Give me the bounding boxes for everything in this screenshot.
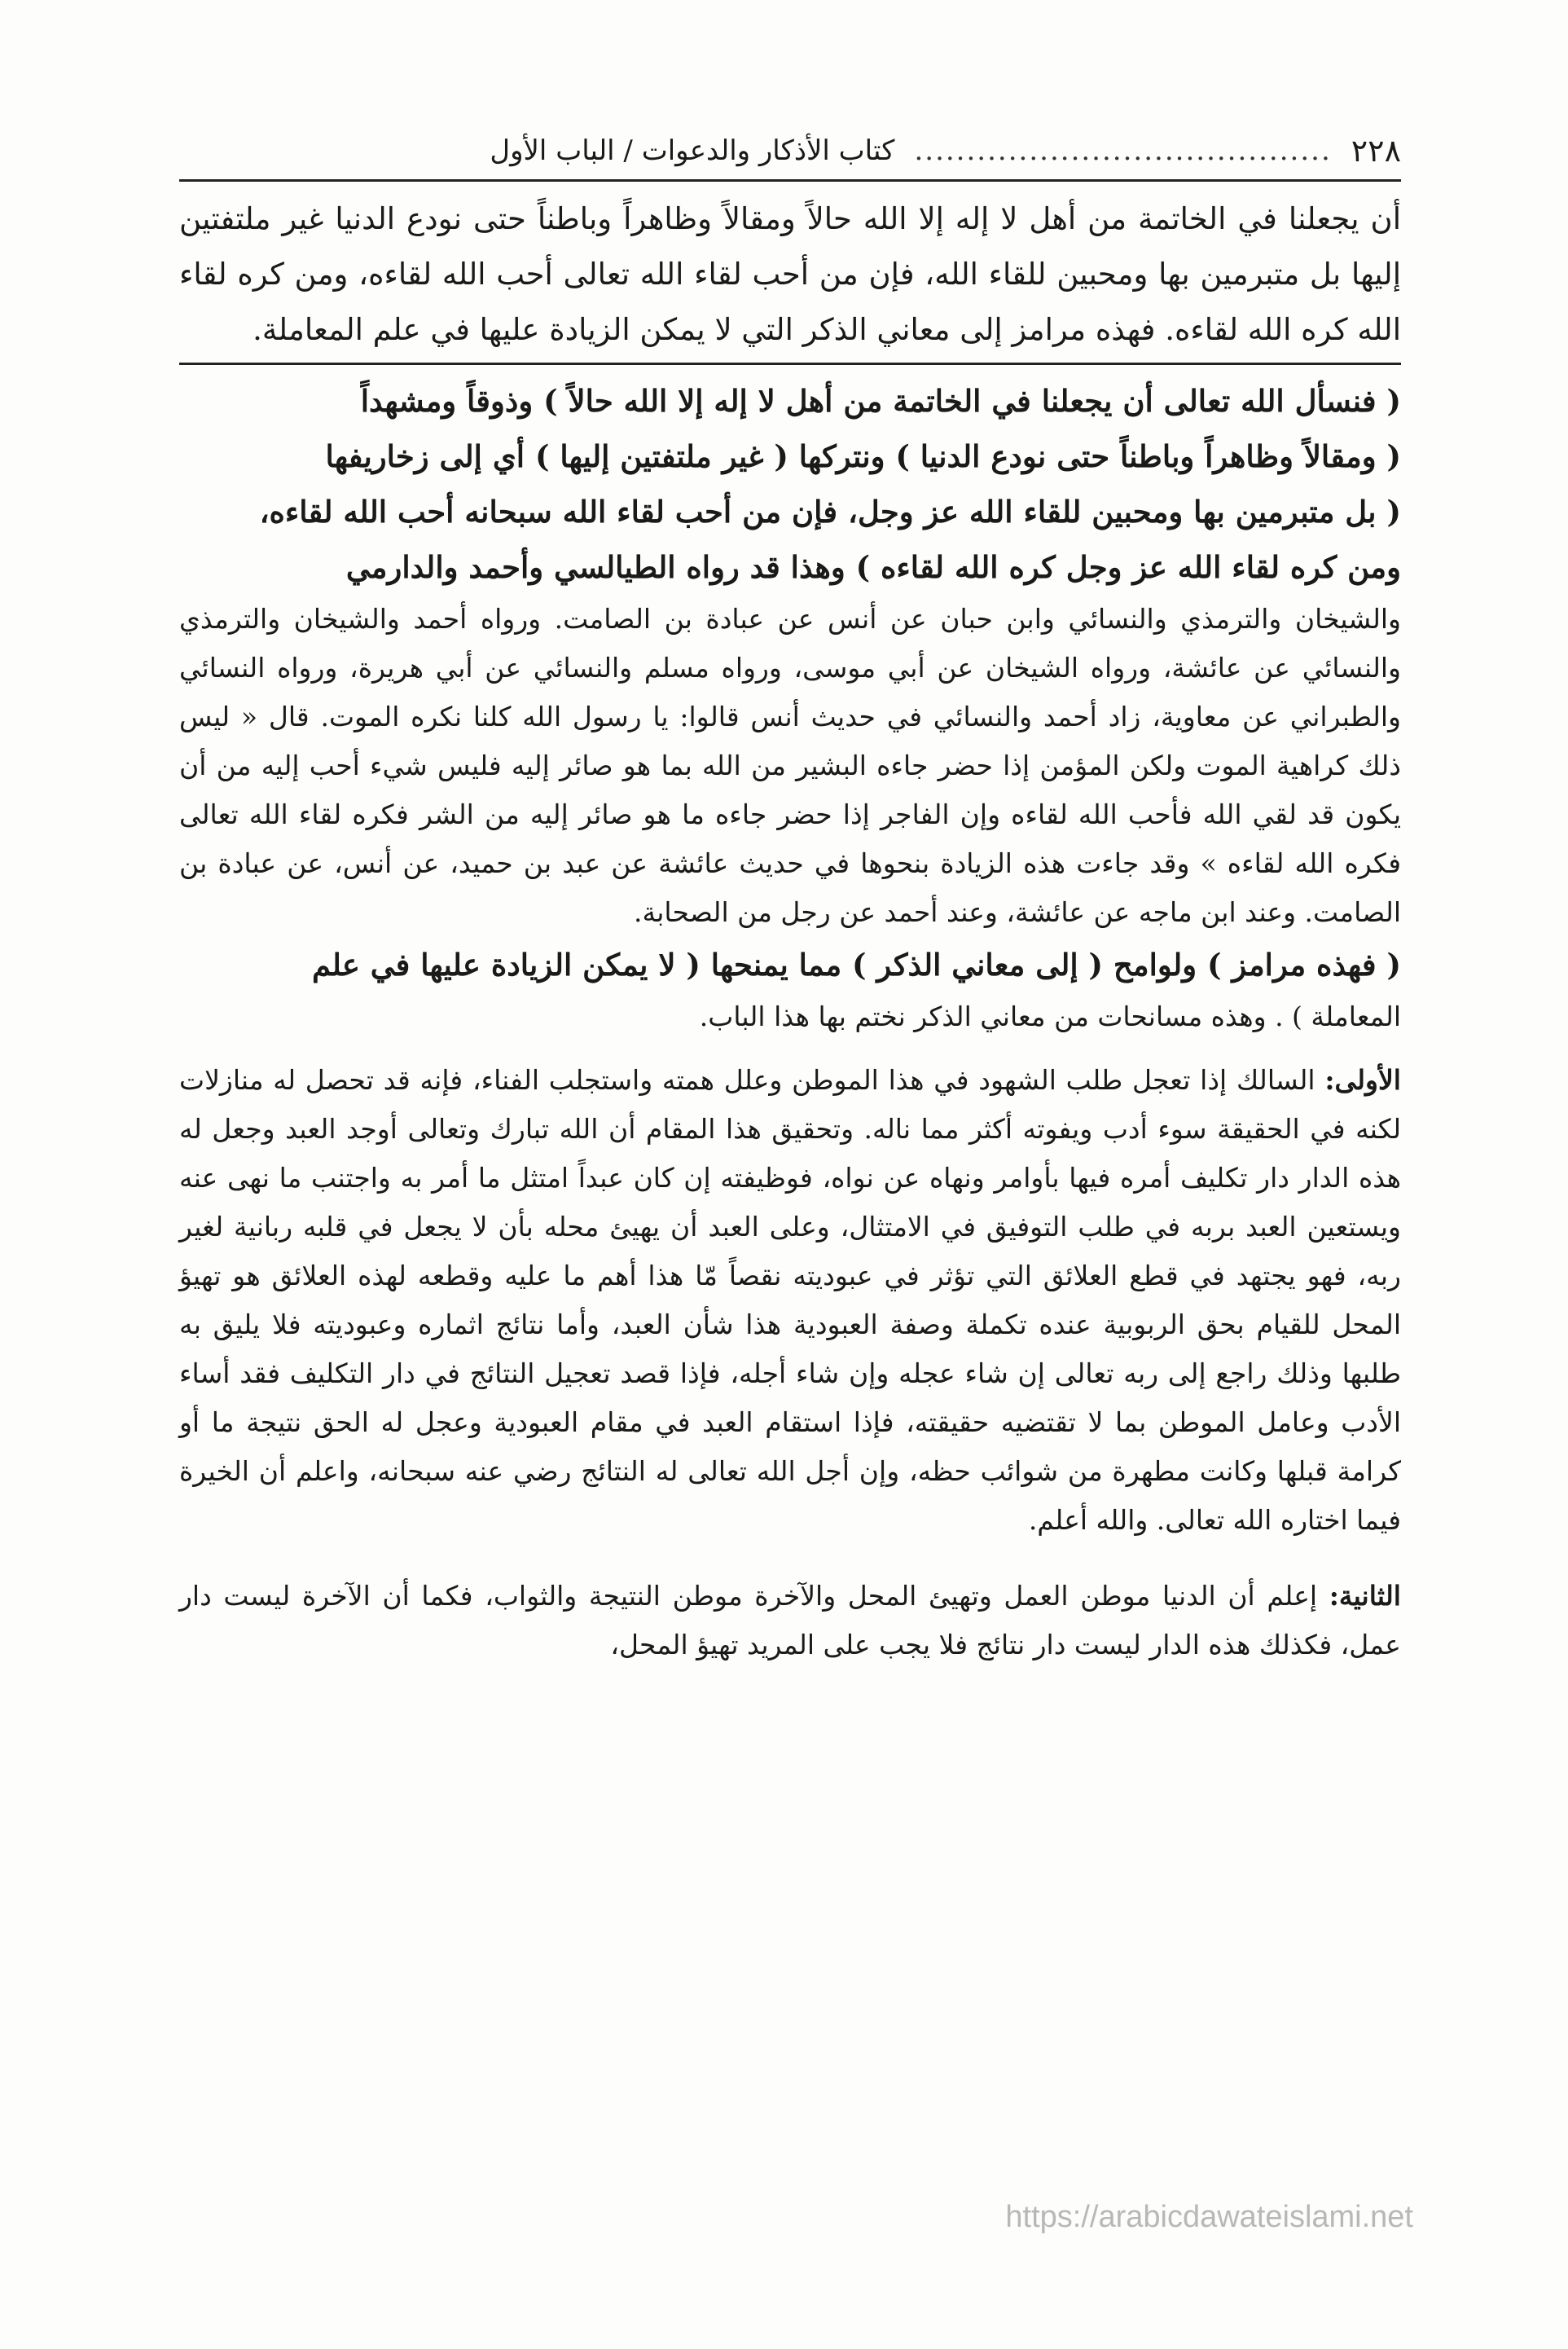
commentary-line-2: ( ومقالاً وظاهراً وباطناً حتى نودع الدنيا ) ونتركها ( غير ملتفتين إليها ) أي إلى زخاريفها [325,438,1401,474]
commentary-block [179,373,1401,1041]
section-second-text: إعلم أن الدنيا موطن العمل وتهيئ المحل والآخرة موطن النتيجة والثواب، فكما أن الآخرة ليست دار عمل، فكذلك هذه الدار ليست دار نتائج فلا يجب على المريد تهيؤ المحل، [179,1580,1401,1661]
section-second [179,1572,1401,1669]
page-number: ٢٢٨ [1351,133,1401,169]
section-second-label: الثانية: [1329,1580,1401,1612]
section-divider [179,363,1401,365]
commentary-body: والشيخان والترمذي والنسائي وابن حبان عن أنس عن عبادة بن الصامت. ورواه أحمد والشيخان والترمذي والنسائي عن عائشة، ورواه الشيخان عن أبي موسى، ورواه مسلم والنسائي عن أبي هريرة، ورواه النسائي والطبراني عن معاوية، زاد أحمد والنسائي في حديث أنس قالوا: يا رسول الله كلنا نكره الموت. قال « ليس ذلك كراهية الموت ولكن المؤمن إذا حضر جاءه البشير من الله بما هو صائر إليه فليس شيء أحب إليه من أن يكون قد لقي الله فأحب الله لقاءه وإن الفاجر إذا حضر جاءه ما هو صائر إليه من الشر فكره لقاء الله تعالى فكره الله لقاءه » وقد جاءت هذه الزيادة بنحوها في حديث عائشة عن عبد بن حميد، عن أنس، عن عبادة بن الصامت. وعند ابن ماجه عن عائشة، وعند أحمد عن رجل من الصحابة. [179,603,1402,928]
running-header [179,122,1401,182]
header-leader-dots: ........................................ [914,134,1332,167]
commentary-line-6: المعاملة ) . وهذه مسانحات من معاني الذكر نختم بها هذا الباب. [699,1001,1401,1032]
site-watermark: https://arabicdawateislami.net [1005,2200,1413,2234]
section-first-label: الأولى: [1324,1064,1401,1096]
section-first [179,1056,1401,1545]
commentary-line-5: ( فهذه مرامز ) ولوامح ( إلى معاني الذكر ) مما يمنحها ( لا يمكن الزيادة عليها في علم [311,947,1401,983]
commentary-line-1: ( فنسأل الله تعالى أن يجعلنا في الخاتمة من أهل لا إله إلا الله حالاً ) وذوقاً ومشهداً [360,383,1401,419]
commentary-line-3: ( بل متبرمين بها ومحبين للقاء الله عز وجل، فإن من أحب لقاء الله سبحانه أحب الله لقاءه، [259,494,1401,530]
book-page [179,122,1401,1696]
header-title: كتاب الأذكار والدعوات / الباب الأول [490,134,895,167]
matn-paragraph: أن يجعلنا في الخاتمة من أهل لا إله إلا الله حالاً ومقالاً وظاهراً وباطناً حتى نودع الدنيا غير ملتفتين إليها بل متبرمين بها ومحبين للقاء الله، فإن من أحب لقاء الله تعالى أحب الله لقاءه، ومن كره لقاء الله كره الله لقاءه. فهذه مرامز إلى معاني الذكر التي لا يمكن الزيادة عليها في علم المعاملة. [179,201,1401,347]
commentary-line-4: ومن كره لقاء الله عز وجل كره الله لقاءه ) وهذا قد رواه الطيالسي وأحمد والدارمي [345,549,1401,585]
section-first-text: السالك إذا تعجل طلب الشهود في هذا الموطن وعلل همته واستجلب الفناء، فإنه قد تحصل له منازلات لكنه في الحقيقة سوء أدب ويفوته أكثر مما ناله. وتحقيق هذا المقام أن الله تبارك وتعالى أوجد العبد وجعل له هذه الدار دار تكليف أمره فيها بأوامر ونهاه عن نواه، فوظيفته إن كان عبداً امتثل ما أمر به واجتنب ما نهى عنه ويستعين العبد بربه في طلب التوفيق في الامتثال، وعلى العبد أن يهيئ محله بأن لا يجعل في قلبه ربانية لغير ربه، فهو يجتهد في قطع العلائق التي تؤثر في عبوديته نقصاً مّا هذا أهم ما عليه وقطعه لهذه العلائق هو تهيؤ المحل للقيام بحق الربوبية عنده تكملة وصفة العبودية هذا شأن العبد، وأما نتائج اثماره وعبوديته فلا يليق به طلبها وذلك راجع إلى ربه تعالى إن شاء عجله وإن شاء أجله، فإذا قصد تعجيل النتائج في دار التكليف فقد أساء الأدب وعامل الموطن بما لا تقتضيه حقيقته، فإذا استقام العبد في مقام العبودية وعجل له الحق نتيجة ما أو كرامة قبلها وكانت مطهرة من شوائب حظه، وإن أجل الله تعالى له النتائج رضي عنه سبحانه، واعلم أن الخيرة فيما اختاره الله تعالى. والله أعلم. [179,1064,1401,1536]
